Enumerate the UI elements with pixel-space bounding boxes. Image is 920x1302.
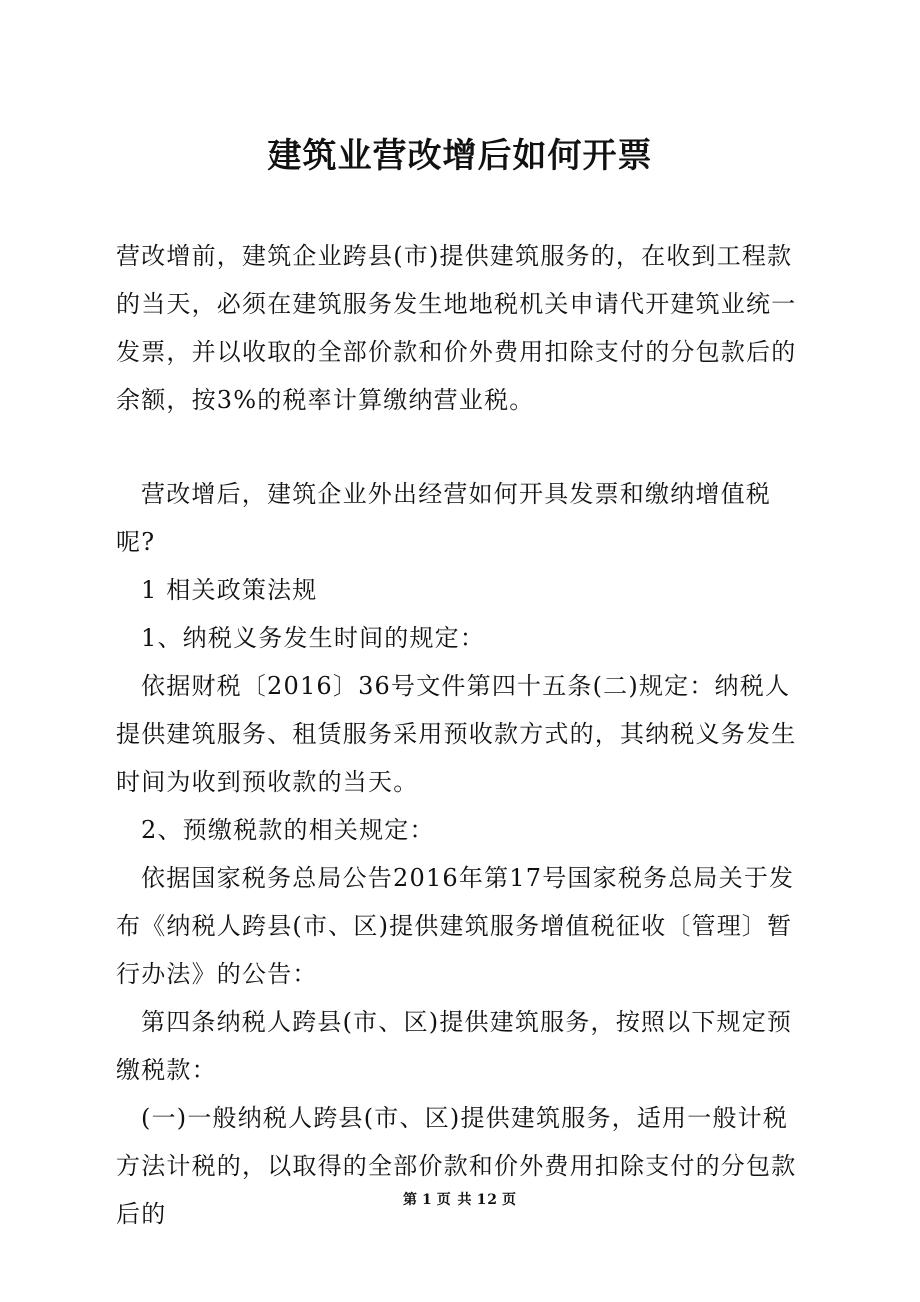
footer-current-page: 1 <box>421 1192 433 1208</box>
footer-suffix: 页 <box>502 1192 518 1208</box>
footer-total-pages: 12 <box>476 1192 499 1208</box>
paragraph-heading-tax-time: 1、纳税义务发生时间的规定： <box>141 624 486 652</box>
footer-prefix: 第 <box>402 1192 418 1208</box>
document-title: 建筑业营改增后如何开票 <box>267 136 653 176</box>
paragraph-question: 营改增后，建筑企业外出经营如何开具发票和缴纳增值税呢? <box>116 480 771 556</box>
paragraph-announcement: 依据国家税务总局公告2016年第17号国家税务总局关于发布《纳税人跨县(市、区)提供建筑服务增值税征收〔管理〕暂行办法》的公告： <box>116 864 795 988</box>
paragraph-heading-policy: 1 相关政策法规 <box>141 576 318 604</box>
body-section <box>116 470 806 1238</box>
footer-mid: 页 共 <box>436 1192 473 1208</box>
paragraph-general-taxpayer: (一)一般纳税人跨县(市、区)提供建筑服务，适用一般计税方法计税的，以取得的全部价款和价外费用扣除支付的分包款后的 <box>116 1104 797 1228</box>
intro-paragraph: 营改增前，建筑企业跨县(市)提供建筑服务的，在收到工程款的当天，必须在建筑服务发生地地税机关申请代开建筑业统一发票，并以收取的全部价款和价外费用扣除支付的分包款后的余额，按3%的税率计算缴纳营业税。 <box>116 242 797 414</box>
page-footer <box>0 1189 920 1209</box>
paragraph-heading-prepay: 2、预缴税款的相关规定： <box>141 816 435 844</box>
paragraph-tax-time-rule: 依据财税〔2016〕36号文件第四十五条(二)规定：纳税人提供建筑服务、租赁服务采用预收款方式的，其纳税义务发生时间为收到预收款的当天。 <box>116 672 797 796</box>
paragraph-article-four: 第四条纳税人跨县(市、区)提供建筑服务，按照以下规定预缴税款： <box>116 1008 793 1084</box>
